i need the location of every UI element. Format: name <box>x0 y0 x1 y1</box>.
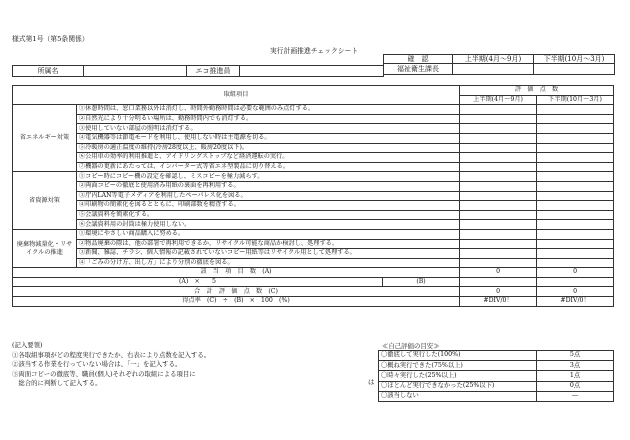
guide-points: 1点 <box>537 371 614 381</box>
eco-field[interactable] <box>240 66 384 77</box>
checklist-item: ④「ごみの分け方、出し方」により分別の徹底を図る。 <box>77 258 460 268</box>
category-resources: 省資源対策 <box>13 172 77 230</box>
guide-points: 3点 <box>537 361 614 371</box>
max-second <box>537 277 614 287</box>
score-first-cell[interactable] <box>460 258 537 268</box>
notes-line: ②該当する作業を行っていない場合は、「一」を記入する。 <box>12 360 182 369</box>
guide-label: 〇概ね実行できた(75%以上) <box>379 361 537 371</box>
score-second-cell[interactable] <box>537 258 614 268</box>
max-first <box>460 277 537 287</box>
score-first-cell[interactable] <box>460 162 537 172</box>
score-first-cell[interactable] <box>460 229 537 239</box>
score-first-cell[interactable] <box>460 239 537 249</box>
guide-label: 〇該当しない <box>379 391 537 401</box>
welfare-label: 福祉衛生課長 <box>384 64 453 75</box>
guide-title: ≪自己評価の目安≫ <box>382 342 440 350</box>
affiliation-field[interactable] <box>84 66 187 77</box>
checklist-item: ①休憩時間は、窓口業務以外は消灯し、時間外勤務時間は必要な範囲のみ点灯する。 <box>77 105 460 115</box>
mult-label <box>13 277 383 287</box>
score-second-cell[interactable] <box>537 239 614 249</box>
guide-label: 〇徹底して実行した(100%) <box>379 351 537 361</box>
checklist-item: ⑤会議資料を簡素化する。 <box>77 210 460 220</box>
checklist-item: ③新聞、雑誌、チラシ、個人情報の記載されていないコピー用紙等はリサイクル用として処理する。 <box>77 249 460 259</box>
score-second-cell[interactable] <box>537 162 614 172</box>
notes-line: ③両面コピーの徹底等、職員(個人)それぞれの取組による項目に <box>12 369 196 378</box>
score-second-cell[interactable] <box>537 191 614 201</box>
total-label: 合 計 評 価 点 数 (C) <box>13 287 460 297</box>
checklist-item: ⑥公用車の効率的利用推進と、アイドリングストップなど経済運転の実行。 <box>77 153 460 163</box>
mult-right: (B) <box>383 277 460 287</box>
checklist-item: ①環境にやさしい商品購入に努める。 <box>77 229 460 239</box>
checklist-item: ②両面コピーの徹底と使用済み用紙の裏面を再利用する。 <box>77 181 460 191</box>
checklist-table <box>12 85 614 307</box>
total-first: 0 <box>460 287 537 297</box>
checklist-item: ⑦機器の更新にあたっては、インバーター式等省エネ型製品に切り替える。 <box>77 162 460 172</box>
checklist-item: ①コピー時にコピー機の設定を確認し、ミスコピーを極力減らす。 <box>77 172 460 182</box>
column-first-half: 上半期(4月～9月) <box>460 95 537 105</box>
guide-points: 5点 <box>537 351 614 361</box>
guide-points: 0点 <box>537 381 614 391</box>
column-second-half: 下半期(10月～3月) <box>537 95 614 105</box>
score-first-cell[interactable] <box>460 114 537 124</box>
count-label: 該 当 項 目 数 (A) <box>13 268 460 278</box>
approval-stamp-second[interactable] <box>534 64 615 75</box>
confirm-label: 確 認 <box>384 55 453 64</box>
score-first-cell[interactable] <box>460 181 537 191</box>
notes-line: ①各取組事項がどの程度実行できたか、右表により点数を記入する。 <box>12 350 211 359</box>
checklist-item: ②自然光により十分明るい場所は、勤務時間内でも消灯する。 <box>77 114 460 124</box>
guide-table <box>378 350 614 402</box>
score-first-cell[interactable] <box>460 124 537 134</box>
score-second-cell[interactable] <box>537 143 614 153</box>
rate-label: 得点率 (C) ÷ (B) × 100 (%) <box>13 297 460 307</box>
score-second-cell[interactable] <box>537 181 614 191</box>
guide-points: ― <box>537 391 614 401</box>
checklist-item: ④印刷物の簡素化を図るとともに、印刷部数を精査する。 <box>77 201 460 211</box>
score-second-cell[interactable] <box>537 153 614 163</box>
column-item-header: 取組項目 <box>13 86 460 105</box>
score-first-cell[interactable] <box>460 153 537 163</box>
score-first-cell[interactable] <box>460 220 537 230</box>
rate-first: #DIV/0！ <box>460 297 537 307</box>
total-second: 0 <box>537 287 614 297</box>
score-second-cell[interactable] <box>537 220 614 230</box>
notes-title: (記入要領) <box>12 341 43 349</box>
score-second-cell[interactable] <box>537 229 614 239</box>
rate-second: #DIV/0！ <box>537 297 614 307</box>
guide-side-char: は <box>368 378 375 386</box>
approval-first-half: 上半期(4月～9月) <box>453 55 534 64</box>
notes-line: 総合的に判断して記入する。 <box>12 379 102 388</box>
form-number: 様式第1号（第5条関係） <box>12 35 89 43</box>
score-first-cell[interactable] <box>460 172 537 182</box>
score-second-cell[interactable] <box>537 201 614 211</box>
approval-second-half: 下半期(10月～3月) <box>534 55 615 64</box>
affiliation-table <box>12 65 384 77</box>
score-second-cell[interactable] <box>537 210 614 220</box>
checklist-item: ④電気機器等は節電モードを利用し、使用しない時は主電源を切る。 <box>77 133 460 143</box>
eco-label: エコ推進員 <box>187 66 240 77</box>
notes-section <box>12 341 210 389</box>
category-waste: 廃棄物減量化・リサイクルの推進 <box>13 229 77 267</box>
page-title: 実行計画推進チェックシート <box>270 47 359 55</box>
score-second-cell[interactable] <box>537 124 614 134</box>
score-second-cell[interactable] <box>537 249 614 259</box>
checklist-item: ③使用していない部屋の照明は消灯する。 <box>77 124 460 134</box>
score-first-cell[interactable] <box>460 105 537 115</box>
checklist-item: ③庁内LAN等電子メディアを利用したペーパレス化を図る。 <box>77 191 460 201</box>
mult-left: (A) × 5 <box>179 278 216 286</box>
score-second-cell[interactable] <box>537 172 614 182</box>
guide-label: 〇時々実行した(25%以上) <box>379 371 537 381</box>
category-energy: 省エネルギー対策 <box>13 105 77 172</box>
checklist-item: ②物品廃棄の際は、他の部署で再利用できるか、リサイクル可能な商品か検討し、処理する。 <box>77 239 460 249</box>
score-first-cell[interactable] <box>460 133 537 143</box>
score-second-cell[interactable] <box>537 133 614 143</box>
affiliation-label: 所属名 <box>13 66 84 77</box>
score-first-cell[interactable] <box>460 249 537 259</box>
column-score-header: 評 価 点 数 <box>460 86 614 96</box>
approval-table <box>383 54 615 75</box>
score-second-cell[interactable] <box>537 105 614 115</box>
score-first-cell[interactable] <box>460 191 537 201</box>
score-second-cell[interactable] <box>537 114 614 124</box>
guide-label: 〇ほとんど実行できなかった(25%以下) <box>379 381 537 391</box>
score-first-cell[interactable] <box>460 143 537 153</box>
count-second: 0 <box>537 268 614 278</box>
approval-stamp-first[interactable] <box>453 64 534 75</box>
score-first-cell[interactable] <box>460 201 537 211</box>
count-first: 0 <box>460 268 537 278</box>
checklist-item: ⑥会議資料用の封筒は極力使用しない。 <box>77 220 460 230</box>
checklist-item: ⑤冷暖房の適正温度の維持(冷房28度以上、暖房20度以下)。 <box>77 143 460 153</box>
score-first-cell[interactable] <box>460 210 537 220</box>
